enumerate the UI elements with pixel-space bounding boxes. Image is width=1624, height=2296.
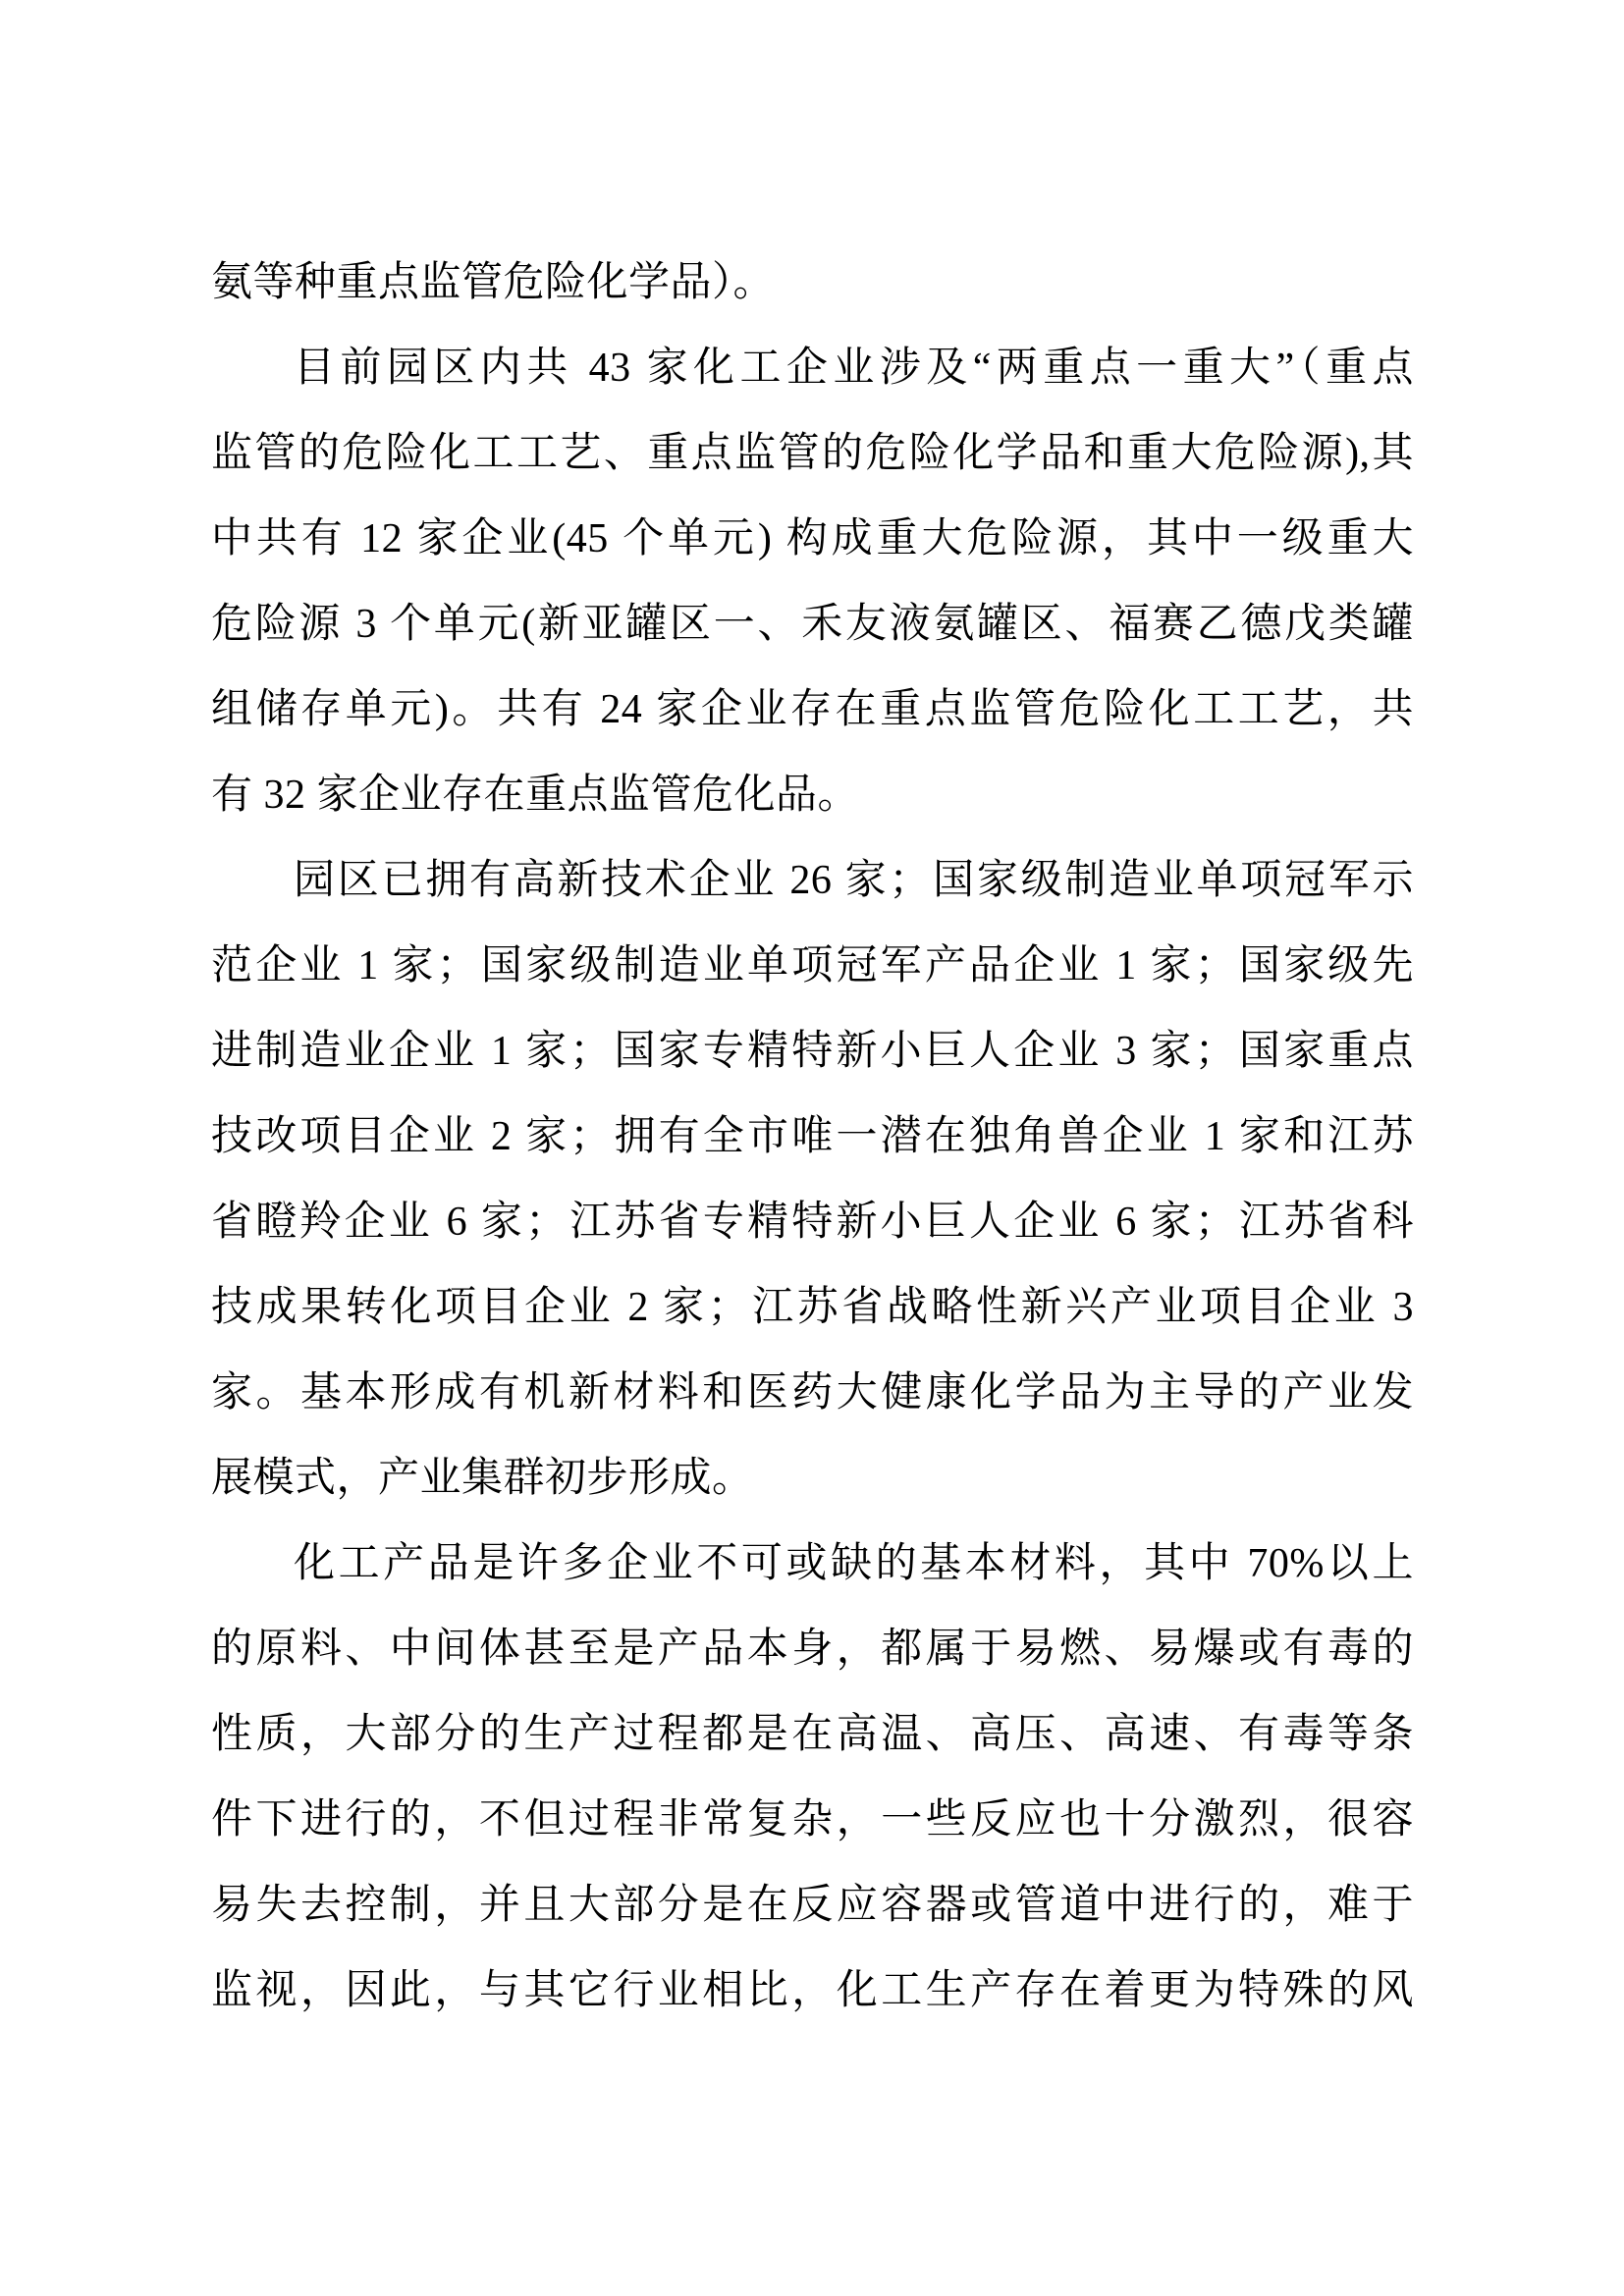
paragraph-line: 进制造业企业 1 家；国家专精特新小巨人企业 3 家；国家重点 xyxy=(211,1029,1414,1074)
paragraph-line: 目前园区内共 43 家化工企业涉及“两重点一重大”（重点 xyxy=(294,346,1414,391)
paragraph-line: 有 32 家企业存在重点监管危化品。 xyxy=(211,773,860,818)
paragraph xyxy=(211,838,1414,1522)
paragraph-line: 监视，因此，与其它行业相比，化工生产存在着更为特殊的风 xyxy=(211,1968,1414,2013)
paragraph xyxy=(211,1522,1414,2034)
paragraph-line: 组储存单元)。共有 24 家企业存在重点监管危险化工工艺，共 xyxy=(211,687,1414,732)
paragraph-line: 家。基本形成有机新材料和医药大健康化学品为主导的产业发 xyxy=(211,1370,1414,1415)
paragraph-line: 监管的危险化工工艺、重点监管的危险化学品和重大危险源),其 xyxy=(211,431,1414,476)
paragraph-line: 的原料、中间体甚至是产品本身，都属于易燃、易爆或有毒的 xyxy=(211,1627,1414,1672)
paragraph-line: 技成果转化项目企业 2 家；江苏省战略性新兴产业项目企业 3 xyxy=(211,1285,1414,1330)
paragraph-line: 中共有 12 家企业(45 个单元) 构成重大危险源，其中一级重大 xyxy=(211,516,1414,561)
paragraph-line: 性质，大部分的生产过程都是在高温、高压、高速、有毒等条 xyxy=(211,1712,1414,1757)
paragraph xyxy=(211,326,1414,838)
paragraph-line: 危险源 3 个单元(新亚罐区一、禾友液氨罐区、福赛乙德戊类罐 xyxy=(211,602,1414,647)
paragraph-line: 氨等种重点监管危险化学品）。 xyxy=(211,260,776,305)
paragraph-line: 范企业 1 家；国家级制造业单项冠军产品企业 1 家；国家级先 xyxy=(211,943,1414,988)
document-body xyxy=(211,240,1414,2034)
paragraph-line: 省瞪羚企业 6 家；江苏省专精特新小巨人企业 6 家；江苏省科 xyxy=(211,1200,1414,1245)
paragraph-line: 展模式，产业集群初步形成。 xyxy=(211,1456,754,1501)
paragraph-line: 化工产品是许多企业不可或缺的基本材料，其中 70%以上 xyxy=(294,1541,1414,1586)
paragraph-line: 园区已拥有高新技术企业 26 家；国家级制造业单项冠军示 xyxy=(294,858,1414,903)
paragraph-line: 易失去控制，并且大部分是在反应容器或管道中进行的，难于 xyxy=(211,1883,1414,1928)
paragraph xyxy=(211,240,1414,326)
paragraph-line: 件下进行的，不但过程非常复杂，一些反应也十分激烈，很容 xyxy=(211,1797,1414,1842)
paragraph-line: 技改项目企业 2 家；拥有全市唯一潜在独角兽企业 1 家和江苏 xyxy=(211,1114,1414,1159)
